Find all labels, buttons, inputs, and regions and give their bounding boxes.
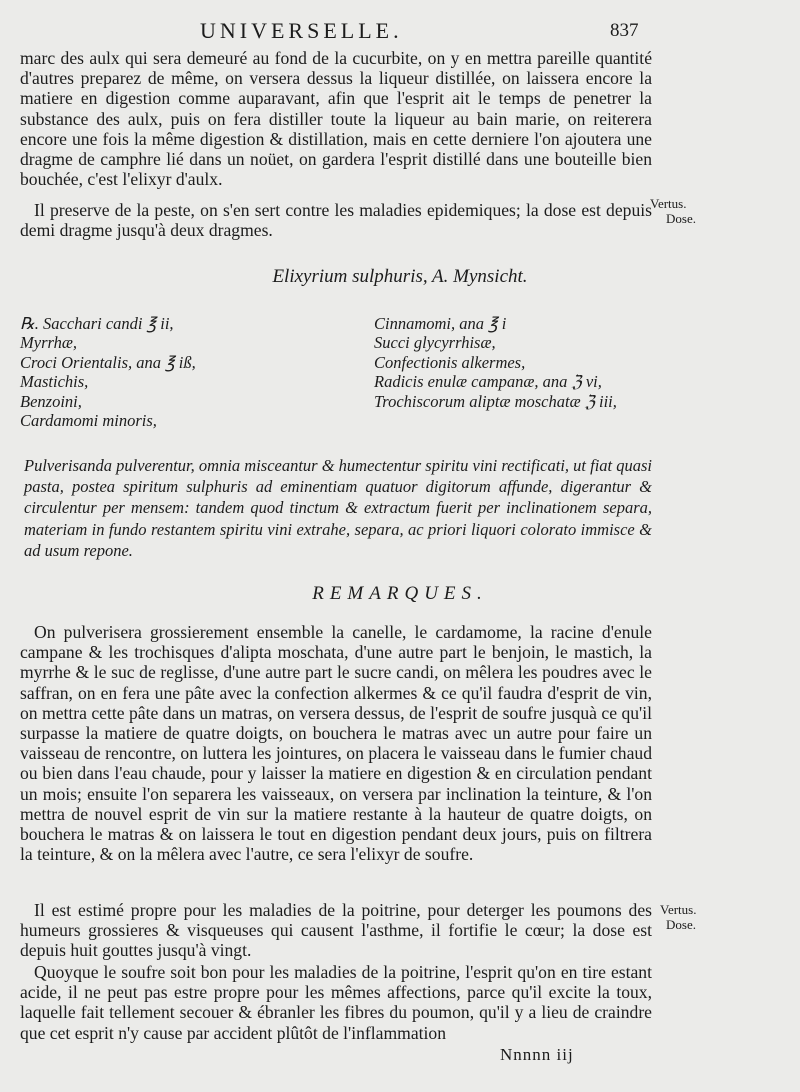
- margin-note-vertus-label: Vertus.: [650, 196, 687, 211]
- section-heading: REMARQUES.: [312, 583, 488, 604]
- page-header: [0, 18, 800, 46]
- top-paragraph: marc des aulx qui sera demeuré au fond de la cucurbite, on y en mettra pareille quantité d'autres preparez de même, on versera dessus la liqueur distillée, on laissera encore la matiere en digestion comme auparavant, afin que l'esprit ait le temps de penetrer la substance des aulx, puis on fera distiller toute la liqueur au bain marie, on reiterera encore une fois la même digestion & distillation, mais en cette derniere l'on ajoutera une dragme de camphre lié dans un noüet, on gardera l'esprit distillé dans une bouteille bien bouchée, c'est l'elixyr d'aulx.: [20, 48, 652, 190]
- final-paragraph: Quoyque le soufre soit bon pour les maladies de la poitrine, l'esprit qu'on en tire estant acide, il ne peut pas estre propre pour les mêmes affections, parce qu'il excite la toux, laquelle fait tellement secouer & ébranler les fibres du poumon, qu'il y a lieu de craindre que cet esprit n'y cause par accident plûtôt de l'inflammation: [20, 962, 652, 1043]
- ingredient-item: Benzoini,: [20, 391, 82, 411]
- ingredient-item: ℞. Sacchari candi ℥ ii,: [20, 314, 174, 333]
- running-title: UNIVERSELLE.: [200, 18, 403, 43]
- margin-note-vertus-1: [650, 196, 696, 226]
- ingredient-item: Croci Orientalis, ana ℥ iß,: [20, 352, 196, 372]
- latin-instructions: Pulverisanda pulverentur, omnia misceantur & humectentur spiritu vini rectificati, ut fiat quasi pasta, postea spiritum sulphuris ad eminentiam quatuor digitorum affunde, digerantur & circulentur per mensem: tandem quod tinctum & extractum fuerit per inclinationem separa, materiam in fundo restantem spiritu vini extrahe, separa, ac priori liquori colorato immisce & ad usum repone.: [24, 456, 652, 560]
- ingredient-item: Radicis enulæ campanæ, ana ℨ vi,: [374, 372, 602, 392]
- ingredient-item: Myrrhæ,: [20, 333, 77, 353]
- virtues-paragraph-1: Il preserve de la peste, on s'en sert contre les maladies epidemiques; la dose est depuis demi dragme jusqu'à deux dragmes.: [20, 200, 652, 241]
- margin-note-vertus-label: Vertus.: [660, 902, 697, 917]
- ingredient-item: Cinnamomi, ana ℥ i: [374, 314, 507, 333]
- margin-note-dose-label: Dose.: [666, 211, 696, 226]
- margin-note-dose-label: Dose.: [666, 917, 696, 932]
- virtues-paragraph-2: Il est estimé propre pour les maladies de la poitrine, pour deterger les poumons des humeurs grossieres & visqueuses qui causent l'asthme, il fortifie le cœur; la dose est depuis huit gouttes jusqu'à vingt.: [20, 900, 652, 961]
- ingredients-right-column: [374, 314, 617, 411]
- ingredient-item: Mastichis,: [20, 372, 89, 392]
- ingredients-left-column: [20, 314, 196, 430]
- recipe-title: Elixyrium sulphuris, A. Mynsicht.: [272, 266, 528, 287]
- ingredient-item: Trochiscorum aliptæ moschatæ ℨ iii,: [374, 391, 617, 411]
- page-number: 837: [610, 20, 639, 41]
- ingredients-list: [20, 314, 660, 434]
- ingredient-item: Confectionis alkermes,: [374, 352, 526, 372]
- remarks-paragraph: On pulverisera grossierement ensemble la canelle, le cardamome, la racine d'enule campane & les trochisques d'alipta moschata, d'une autre part le benjoin, le mastich, la myrrhe & le suc de reglisse, d'une autre part le sucre candi, on mêlera les poudres avec le saffran, on en fera une pâte avec la confection alkermes & ce qu'il faudra d'esprit de vin, on mettra cette pâte dans un matras, on versera dessus, de l'esprit de soufre jusquà ce qu'il surpasse la matiere de quatre doigts, on bouchera le matras avec un autre pour faire un vaisseau de rencontre, on luttera les jointures, on placera le vaisseau dans le fumier chaud ou bien dans l'eau chaude, pour y laisser la matiere en digestion & en circulation pendant un mois; ensuite l'on separera les vaisseaux, on versera par inclination la teinture, & l'on mettra de nouvel esprit de vin sur la matiere restante à la hauteur de quatre doigts, on bouchera le matras & on laissera le tout en digestion pendant deux jours, puis on filtrera la teinture, & on la mêlera avec l'autre, ce sera l'elixyr de soufre.: [20, 622, 652, 865]
- ingredient-item: Cardamomi minoris,: [20, 411, 157, 431]
- ingredient-item: Succi glycyrrhisæ,: [374, 333, 496, 353]
- signature-mark: Nnnnn iij: [500, 1045, 574, 1064]
- margin-note-vertus-2: [660, 902, 696, 932]
